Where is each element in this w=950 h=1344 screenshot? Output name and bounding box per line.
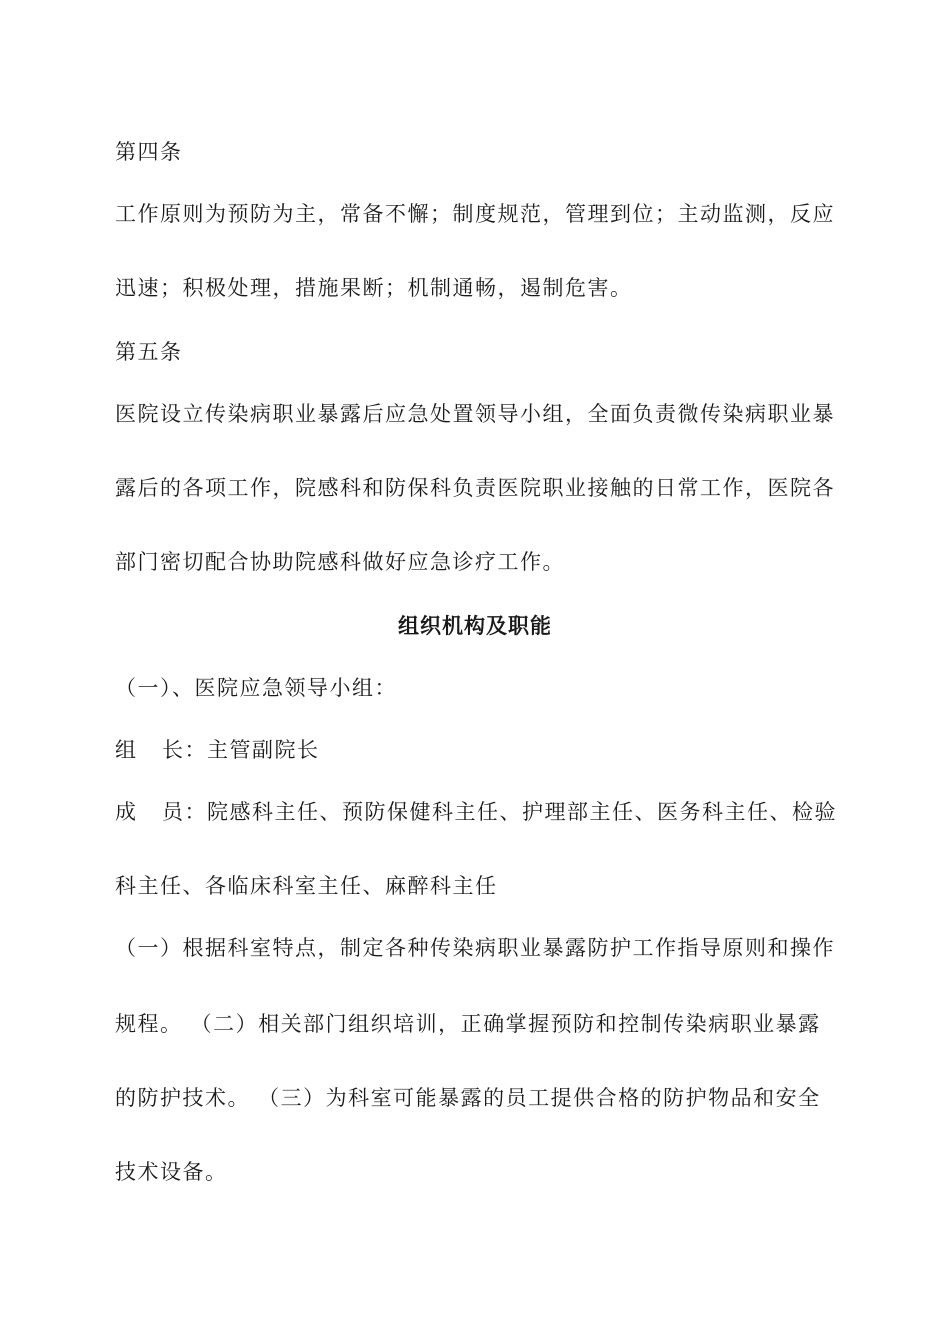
article-4-line-1: 工作原则为预防为主，常备不懈；制度规范，管理到位；主动监测，反应: [115, 202, 835, 226]
article-4-title: 第四条: [115, 140, 183, 164]
article-4-line-2: 迅速；积极处理，措施果断；机制通畅，遏制危害。: [115, 276, 633, 300]
duties-line-3: 的防护技术。 （三）为科室可能暴露的员工提供合格的防护物品和安全: [115, 1086, 821, 1110]
group-members-line-1: 成 员：院感科主任、预防保健科主任、护理部主任、医务科主任、检验: [115, 800, 838, 824]
duties-line-4: 技术设备。: [115, 1160, 228, 1184]
duties-line-1: （一）根据科室特点，制定各种传染病职业暴露防护工作指导原则和操作: [115, 936, 835, 960]
article-5-line-1: 医院设立传染病职业暴露后应急处置领导小组，全面负责微传染病职业暴: [115, 402, 835, 426]
article-5-title: 第五条: [115, 340, 183, 364]
section-heading: 组织机构及职能: [398, 614, 552, 638]
article-5-line-3: 部门密切配合协助院感科做好应急诊疗工作。: [115, 550, 565, 574]
duties-line-2: 规程。 （二）相关部门组织培训，正确掌握预防和控制传染病职业暴露: [115, 1012, 821, 1036]
section-subtitle: （一）、医院应急领导小组：: [115, 676, 397, 700]
article-5-line-2: 露后的各项工作，院感科和防保科负责医院职业接触的日常工作，医院各: [115, 476, 835, 500]
group-leader: 组 长：主管副院长: [115, 738, 320, 762]
group-members-line-2: 科主任、各临床科室主任、麻醉科主任: [115, 874, 498, 898]
